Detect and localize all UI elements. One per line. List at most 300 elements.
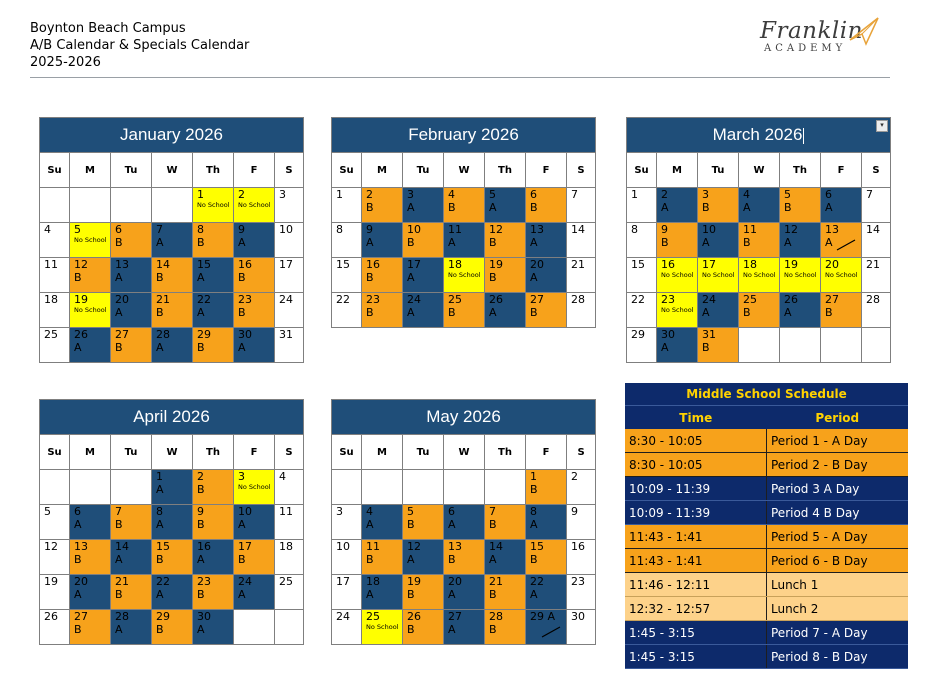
month-title <box>40 118 304 153</box>
day-number: 16 <box>366 258 380 271</box>
weekday-label: M <box>362 435 403 470</box>
day-type-label: A <box>489 201 497 214</box>
day-number: 19 <box>489 258 503 271</box>
slash-mark-icon <box>540 626 562 638</box>
day-type-label: B <box>825 306 833 319</box>
empty-day-cell <box>332 470 362 505</box>
day-number: 9 <box>366 223 373 236</box>
dropdown-arrow-icon[interactable]: ▾ <box>876 120 888 132</box>
day-type-label: A <box>115 271 123 284</box>
day-number: 15 <box>156 540 170 553</box>
schedule-time: 8:30 - 10:05 <box>625 453 767 477</box>
month-title-text: January 2026 <box>119 125 224 144</box>
day-cell <box>526 223 567 258</box>
day-number <box>111 470 151 471</box>
day-number: 22 <box>530 575 544 588</box>
day-number: 5 <box>44 505 51 518</box>
day-cell <box>332 610 362 645</box>
day-cell <box>567 188 596 223</box>
day-type-label: A <box>702 236 710 249</box>
day-number: 8 <box>631 223 638 236</box>
week-row <box>40 293 304 328</box>
day-type-label: A <box>74 518 82 531</box>
day-number: 25 <box>279 575 293 588</box>
day-cell <box>234 188 275 223</box>
day-cell <box>657 223 698 258</box>
day-number: 15 <box>197 258 211 271</box>
day-type-label: B <box>407 588 415 601</box>
day-type-label: A <box>156 518 164 531</box>
calendar-january <box>39 117 304 363</box>
day-number: 10 <box>702 223 716 236</box>
logo-text: Franklin <box>760 18 863 44</box>
day-type-label: A <box>115 306 123 319</box>
day-number: 16 <box>197 540 211 553</box>
week-row <box>40 505 304 540</box>
day-cell <box>275 258 304 293</box>
schedule-time: 11:46 - 12:11 <box>625 573 767 597</box>
day-number: 27 <box>74 610 88 623</box>
day-number: 21 <box>866 258 880 271</box>
day-type-label: A <box>197 271 205 284</box>
day-cell <box>234 575 275 610</box>
empty-day-cell <box>362 470 403 505</box>
schedule-row <box>625 621 908 645</box>
weekday-label: Tu <box>111 435 152 470</box>
day-type-label: B <box>74 623 82 636</box>
day-cell <box>234 258 275 293</box>
weekday-label: Tu <box>403 153 444 188</box>
empty-day-cell <box>485 470 526 505</box>
day-type-label: A <box>448 588 456 601</box>
week-row <box>40 470 304 505</box>
day-number: 12 <box>489 223 503 236</box>
day-number: 21 <box>115 575 129 588</box>
day-type-label: B <box>407 236 415 249</box>
day-type-label: B <box>197 483 205 496</box>
slash-mark-icon <box>835 239 857 251</box>
day-number <box>780 328 820 329</box>
day-number: 12 <box>407 540 421 553</box>
day-cell <box>821 293 862 328</box>
weekday-label: Tu <box>698 153 739 188</box>
weekday-label: S <box>567 153 596 188</box>
no-school-label: No School <box>74 306 107 314</box>
day-type-label: B <box>784 201 792 214</box>
day-number: 26 <box>44 610 58 623</box>
day-type-label: A <box>448 623 456 636</box>
day-cell <box>152 505 193 540</box>
empty-day-cell <box>403 470 444 505</box>
day-number: 13 <box>115 258 129 271</box>
day-number: 24 <box>336 610 350 623</box>
day-number: 27 <box>825 293 839 306</box>
day-number: 12 <box>74 258 88 271</box>
day-cell <box>40 223 70 258</box>
day-cell <box>657 328 698 363</box>
day-number: 29 <box>197 328 211 341</box>
day-type-label: B <box>448 201 456 214</box>
day-number: 20 <box>825 258 839 271</box>
day-type-label: A <box>661 201 669 214</box>
day-cell <box>193 505 234 540</box>
day-number: 10 <box>279 223 293 236</box>
day-cell <box>444 575 485 610</box>
day-number: 4 <box>743 188 750 201</box>
day-cell <box>362 293 403 328</box>
day-number: 3 <box>238 470 245 483</box>
day-cell <box>275 575 304 610</box>
day-cell <box>40 540 70 575</box>
day-number: 11 <box>44 258 58 271</box>
day-type-label: A <box>530 271 538 284</box>
day-number <box>275 610 303 611</box>
empty-day-cell <box>821 328 862 363</box>
day-cell <box>821 258 862 293</box>
week-row <box>40 328 304 363</box>
day-cell <box>152 575 193 610</box>
day-type-label: A <box>825 201 833 214</box>
schedule-period: Period 8 - B Day <box>767 645 909 669</box>
week-row <box>332 575 596 610</box>
empty-day-cell <box>40 470 70 505</box>
day-number: 2 <box>571 470 578 483</box>
day-cell <box>40 293 70 328</box>
day-type-label: B <box>197 341 205 354</box>
day-number: 24 <box>702 293 716 306</box>
week-row <box>627 223 891 258</box>
day-number: 25 <box>366 610 380 623</box>
schedule-period-header: Period <box>767 406 909 430</box>
schedule-time: 12:32 - 12:57 <box>625 597 767 621</box>
day-number: 3 <box>702 188 709 201</box>
day-cell <box>739 188 780 223</box>
day-cell <box>526 540 567 575</box>
day-type-label: B <box>743 306 751 319</box>
no-school-label: No School <box>784 271 817 279</box>
day-cell <box>193 258 234 293</box>
day-cell <box>444 293 485 328</box>
day-type-label: B <box>489 236 497 249</box>
day-number: 24 <box>279 293 293 306</box>
day-cell <box>275 328 304 363</box>
day-type-label: B <box>407 518 415 531</box>
day-type-label: B <box>366 201 374 214</box>
day-number <box>70 470 110 471</box>
empty-day-cell <box>111 470 152 505</box>
day-type-label: B <box>530 553 538 566</box>
day-number: 22 <box>156 575 170 588</box>
day-cell <box>362 610 403 645</box>
day-cell <box>152 258 193 293</box>
day-number: 23 <box>661 293 675 306</box>
day-cell <box>485 505 526 540</box>
day-number: 14 <box>489 540 503 553</box>
day-cell <box>70 223 111 258</box>
no-school-label: No School <box>448 271 481 279</box>
day-type-label: A <box>74 588 82 601</box>
day-cell <box>152 328 193 363</box>
logo-kite-icon <box>848 16 882 46</box>
day-cell <box>111 258 152 293</box>
weekday-label: M <box>70 153 111 188</box>
day-cell <box>332 258 362 293</box>
schedule-title: Middle School Schedule <box>625 383 908 406</box>
day-cell <box>152 470 193 505</box>
empty-day-cell <box>275 610 304 645</box>
day-type-label: B <box>489 588 497 601</box>
week-row <box>332 293 596 328</box>
weekday-label: M <box>657 153 698 188</box>
day-number: 29 <box>156 610 170 623</box>
day-number: 8 <box>530 505 537 518</box>
day-type-label: A <box>530 236 538 249</box>
day-cell <box>111 293 152 328</box>
day-cell <box>40 505 70 540</box>
day-cell <box>698 188 739 223</box>
day-type-label: A <box>238 588 246 601</box>
day-number <box>40 188 69 189</box>
schedule-period: Period 7 - A Day <box>767 621 909 645</box>
day-number: 17 <box>407 258 421 271</box>
day-cell <box>193 293 234 328</box>
empty-day-cell <box>444 470 485 505</box>
day-cell <box>739 293 780 328</box>
day-number: 7 <box>571 188 578 201</box>
weekday-label: Th <box>193 153 234 188</box>
school-year: 2025-2026 <box>30 55 101 70</box>
day-cell <box>485 258 526 293</box>
day-cell <box>111 575 152 610</box>
day-number: 7 <box>489 505 496 518</box>
day-cell <box>567 540 596 575</box>
day-type-label: B <box>407 623 415 636</box>
week-row <box>40 223 304 258</box>
day-cell <box>526 505 567 540</box>
day-cell <box>526 575 567 610</box>
middle-school-schedule <box>625 383 908 669</box>
day-number: 7 <box>115 505 122 518</box>
day-number: 19 <box>784 258 798 271</box>
day-cell <box>362 258 403 293</box>
week-row <box>332 540 596 575</box>
day-type-label: B <box>489 518 497 531</box>
day-number: 10 <box>336 540 350 553</box>
day-cell <box>780 223 821 258</box>
day-number: 1 <box>197 188 204 201</box>
day-cell <box>821 223 862 258</box>
day-number: 7 <box>156 223 163 236</box>
day-cell <box>193 470 234 505</box>
empty-day-cell <box>152 188 193 223</box>
day-cell <box>444 505 485 540</box>
day-cell <box>111 223 152 258</box>
day-cell <box>567 470 596 505</box>
day-cell <box>567 223 596 258</box>
day-cell <box>275 505 304 540</box>
weekday-label: W <box>739 153 780 188</box>
weekday-label: Su <box>40 435 70 470</box>
day-number: 20 <box>115 293 129 306</box>
week-row <box>332 258 596 293</box>
weekday-label: Th <box>193 435 234 470</box>
day-number <box>485 470 525 471</box>
day-cell <box>111 540 152 575</box>
schedule-row <box>625 573 908 597</box>
day-type-label: B <box>238 271 246 284</box>
no-school-label: No School <box>661 271 694 279</box>
day-number: 27 <box>115 328 129 341</box>
day-number: 17 <box>702 258 716 271</box>
day-number: 28 <box>866 293 880 306</box>
day-cell <box>275 540 304 575</box>
weekday-label: Su <box>627 153 657 188</box>
day-number: 19 <box>407 575 421 588</box>
day-cell <box>111 328 152 363</box>
day-cell <box>444 610 485 645</box>
week-row <box>40 258 304 293</box>
day-number <box>40 470 69 471</box>
day-cell <box>821 188 862 223</box>
day-type-label: B <box>115 588 123 601</box>
week-row <box>332 470 596 505</box>
no-school-label: No School <box>702 271 735 279</box>
day-number: 20 <box>530 258 544 271</box>
day-type-label: B <box>366 553 374 566</box>
day-cell <box>698 258 739 293</box>
day-cell <box>485 188 526 223</box>
day-cell <box>40 610 70 645</box>
day-type-label: A <box>702 306 710 319</box>
empty-day-cell <box>111 188 152 223</box>
day-cell <box>657 293 698 328</box>
day-type-label: A <box>407 553 415 566</box>
day-cell <box>403 258 444 293</box>
schedule-period: Period 5 - A Day <box>767 525 909 549</box>
day-cell <box>444 223 485 258</box>
week-row <box>627 258 891 293</box>
day-cell <box>70 575 111 610</box>
day-number <box>152 188 192 189</box>
empty-day-cell <box>70 188 111 223</box>
month-title <box>40 400 304 435</box>
day-number <box>739 328 779 329</box>
weekday-label: W <box>444 435 485 470</box>
day-number <box>444 470 484 471</box>
day-number: 8 <box>336 223 343 236</box>
weekday-label: Su <box>40 153 70 188</box>
day-number: 5 <box>784 188 791 201</box>
week-row <box>627 188 891 223</box>
weekday-label: F <box>526 153 567 188</box>
day-type-label: B <box>366 306 374 319</box>
calendar-march <box>626 117 891 363</box>
day-cell <box>403 223 444 258</box>
empty-day-cell <box>780 328 821 363</box>
text-cursor <box>803 128 804 144</box>
day-number: 6 <box>825 188 832 201</box>
day-type-label: A <box>197 306 205 319</box>
day-type-label: B <box>238 306 246 319</box>
day-number: 20 <box>448 575 462 588</box>
empty-day-cell <box>40 188 70 223</box>
month-title-text: March 2026 <box>712 125 803 144</box>
no-school-label: No School <box>74 236 107 244</box>
month-title <box>627 118 891 153</box>
day-type-label: A <box>489 553 497 566</box>
day-cell <box>526 188 567 223</box>
logo-subtext: ACADEMY <box>764 43 847 54</box>
day-number: 27 <box>530 293 544 306</box>
day-cell <box>193 540 234 575</box>
day-number: 3 <box>279 188 286 201</box>
day-number: 25 <box>448 293 462 306</box>
day-number: 31 <box>279 328 293 341</box>
empty-day-cell <box>234 610 275 645</box>
day-cell <box>70 540 111 575</box>
day-cell <box>444 540 485 575</box>
day-cell <box>275 293 304 328</box>
day-cell <box>567 258 596 293</box>
day-number: 30 <box>197 610 211 623</box>
day-number: 11 <box>743 223 757 236</box>
week-row <box>40 575 304 610</box>
day-number: 29 <box>631 328 645 341</box>
day-number: 14 <box>571 223 585 236</box>
day-type-label: A <box>530 518 538 531</box>
day-cell <box>444 258 485 293</box>
day-number: 2 <box>661 188 668 201</box>
day-number: 26 <box>784 293 798 306</box>
no-school-label: No School <box>743 271 776 279</box>
week-row <box>40 188 304 223</box>
day-cell <box>40 328 70 363</box>
day-number: 10 <box>238 505 252 518</box>
day-number: 4 <box>366 505 373 518</box>
day-number <box>821 328 861 329</box>
schedule-time: 1:45 - 3:15 <box>625 645 767 669</box>
day-cell <box>698 223 739 258</box>
day-cell <box>275 223 304 258</box>
day-number: 23 <box>238 293 252 306</box>
calendar-may <box>331 399 596 645</box>
month-title-text: May 2026 <box>426 407 501 426</box>
day-type-label: A <box>156 236 164 249</box>
day-type-label: A <box>366 518 374 531</box>
day-number <box>70 188 110 189</box>
day-cell <box>70 293 111 328</box>
day-number: 4 <box>448 188 455 201</box>
day-cell <box>152 540 193 575</box>
day-number: 15 <box>336 258 350 271</box>
day-cell <box>362 505 403 540</box>
schedule-time: 8:30 - 10:05 <box>625 429 767 453</box>
day-cell <box>332 223 362 258</box>
day-number: 6 <box>115 223 122 236</box>
day-cell <box>70 258 111 293</box>
day-number: 29 A <box>530 610 556 623</box>
day-cell <box>111 505 152 540</box>
week-row <box>40 540 304 575</box>
day-cell <box>627 293 657 328</box>
day-number: 14 <box>156 258 170 271</box>
week-row <box>40 610 304 645</box>
day-number: 16 <box>661 258 675 271</box>
day-type-label: B <box>156 306 164 319</box>
day-number: 22 <box>197 293 211 306</box>
weekday-label: S <box>862 153 891 188</box>
day-number: 13 <box>448 540 462 553</box>
